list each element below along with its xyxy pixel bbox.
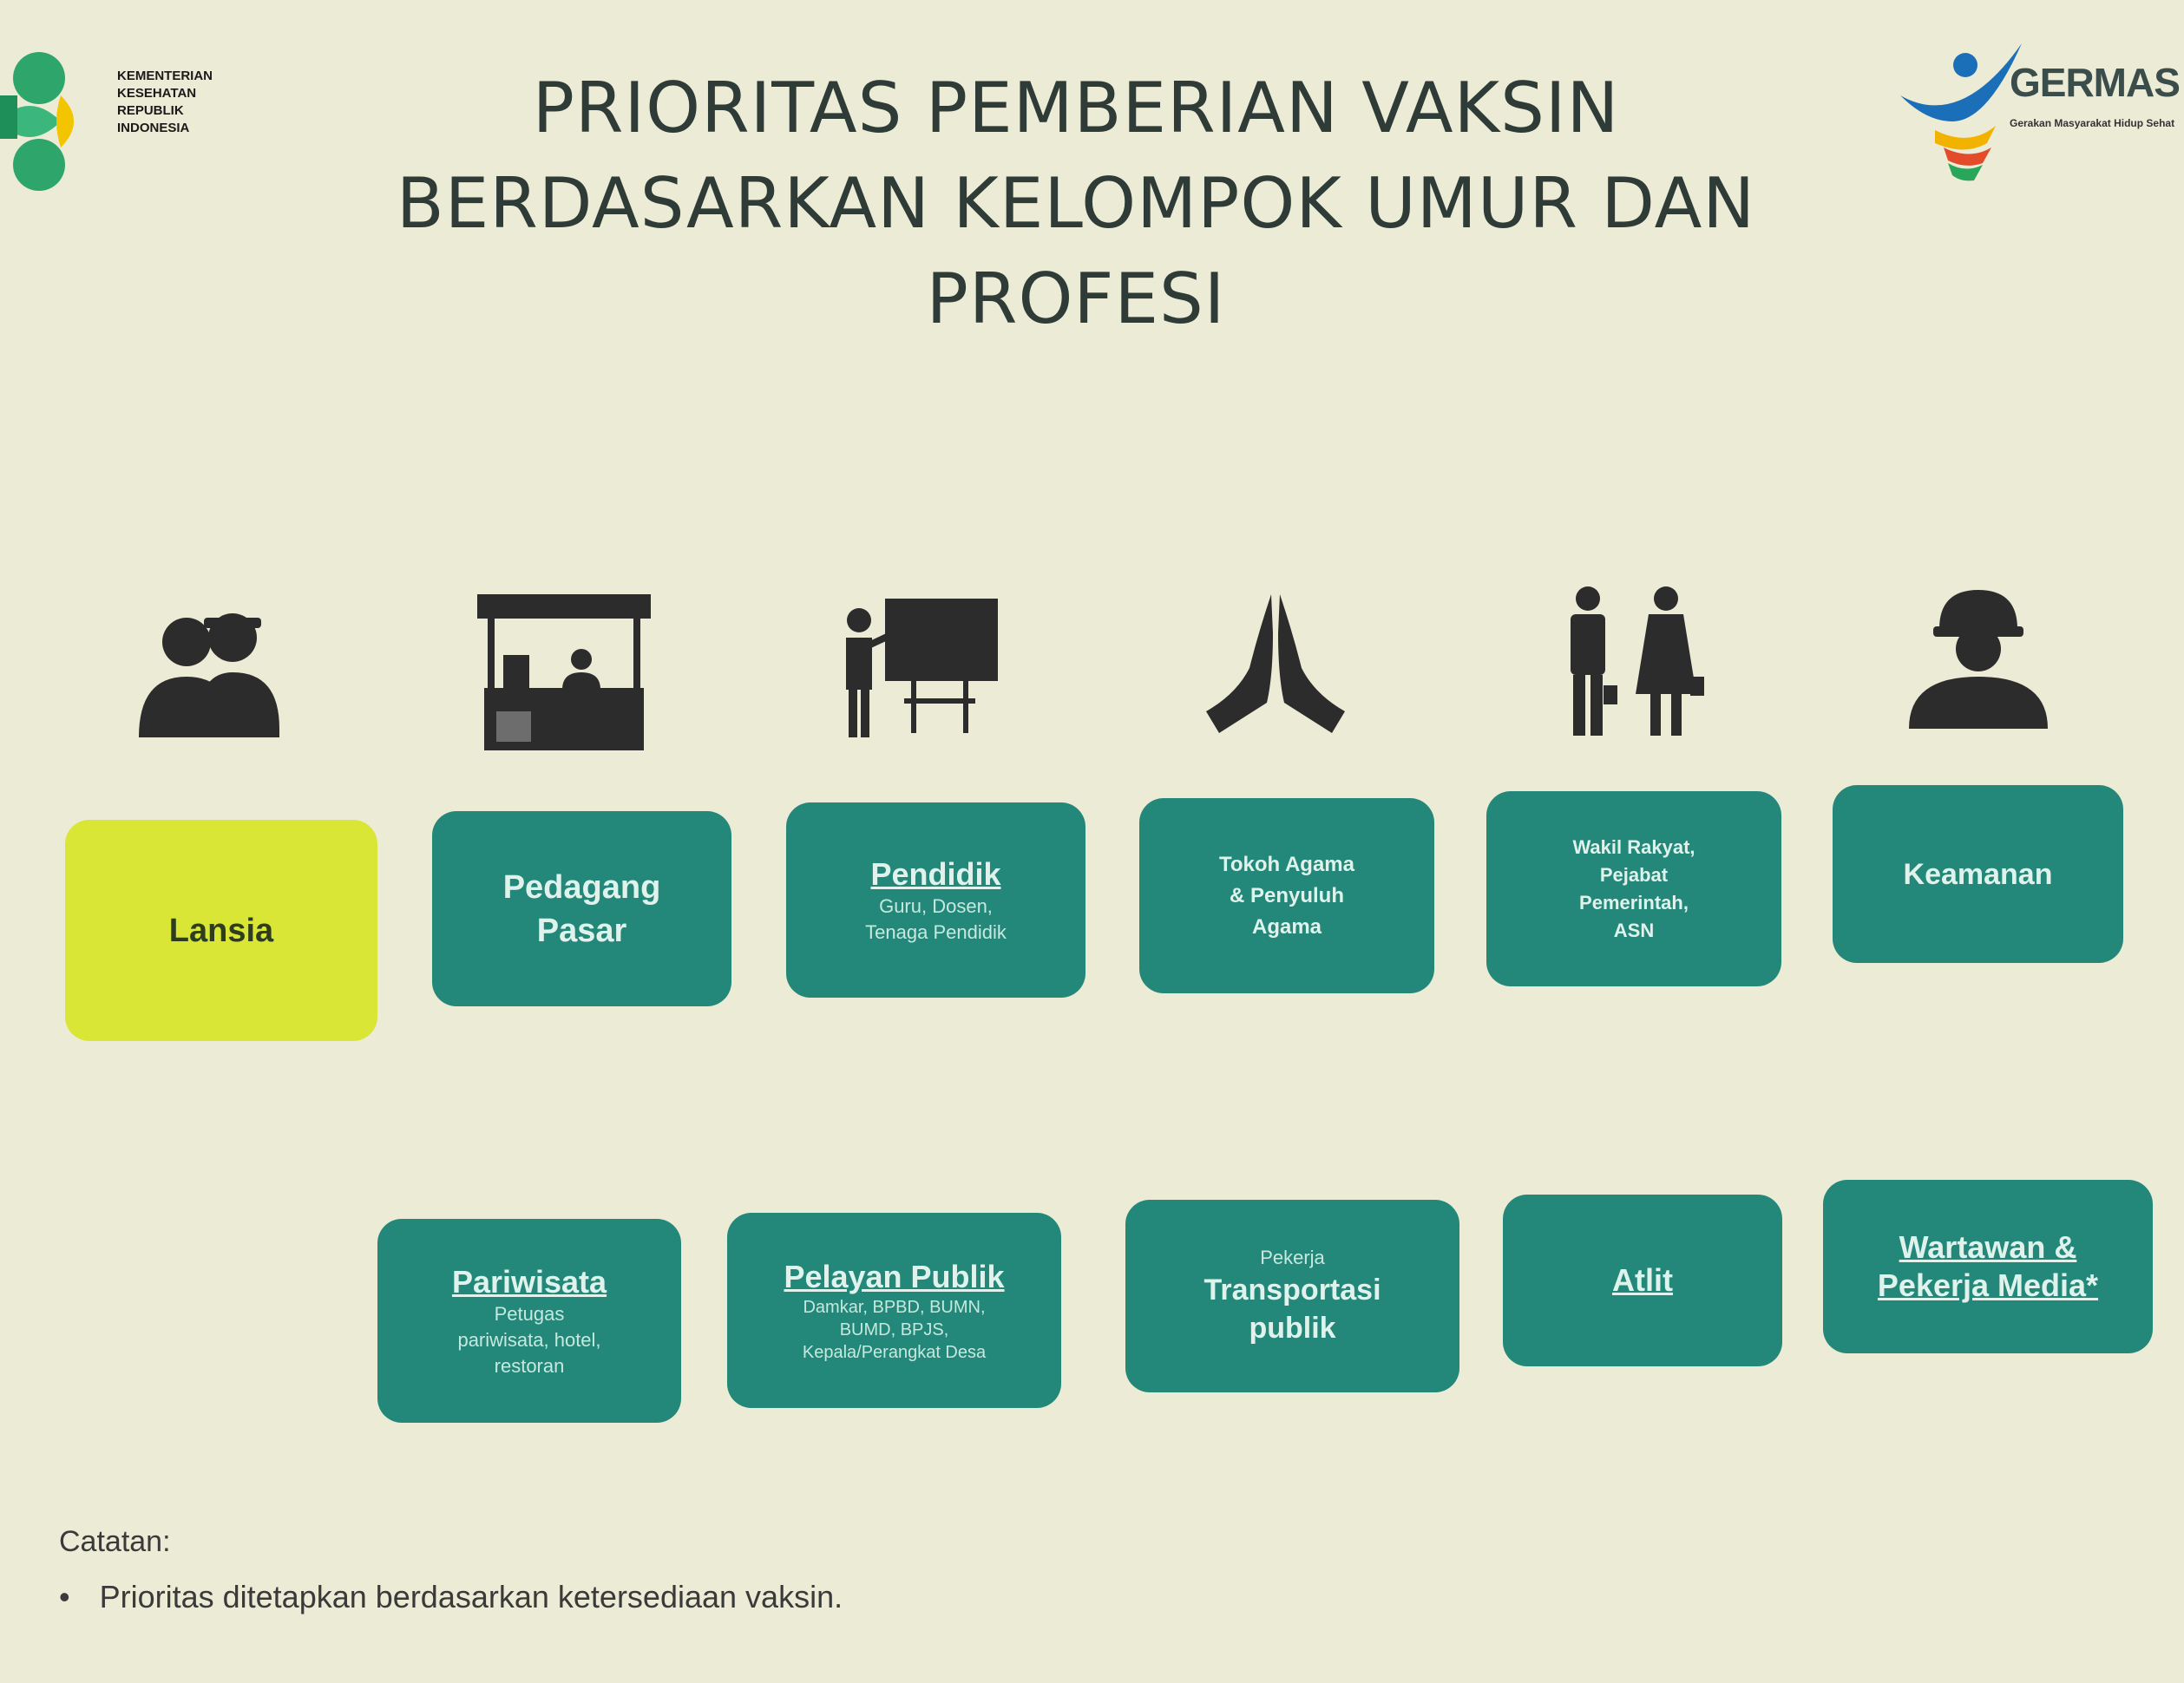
elderly-couple-icon bbox=[121, 599, 295, 772]
group-box-keamanan bbox=[1833, 785, 2123, 963]
group-label: Transportasi bbox=[1203, 1274, 1381, 1306]
group-label: publik bbox=[1249, 1312, 1336, 1345]
group-detail: Guru, Dosen, bbox=[879, 894, 993, 917]
germas-subtitle: Gerakan Masyarakat Hidup Sehat bbox=[2010, 117, 2175, 129]
kemenkes-text: KEMENTERIAN KESEHATAN REPUBLIK INDONESIA bbox=[117, 69, 213, 135]
title-line-3: PROFESI bbox=[926, 259, 1226, 339]
group-label: Keamanan bbox=[1903, 857, 2053, 891]
group-box-pedagang-pasar bbox=[432, 811, 731, 1006]
notes-item-text: Prioritas ditetapkan berdasarkan ketersediaan vaksin. bbox=[99, 1579, 843, 1614]
title-line-1: PRIORITAS PEMBERIAN VAKSIN bbox=[532, 68, 1620, 148]
notes-item bbox=[59, 1579, 843, 1615]
group-label: Tokoh Agama bbox=[1218, 852, 1354, 876]
group-detail: Tenaga Pendidik bbox=[865, 920, 1007, 943]
group-box-pariwisata bbox=[377, 1219, 681, 1423]
teacher-board-icon bbox=[833, 590, 1007, 763]
group-box-lansia bbox=[65, 820, 377, 1041]
group-detail: Damkar, BPBD, BUMN, bbox=[803, 1297, 986, 1317]
group-label: Pasar bbox=[536, 912, 627, 949]
group-label: Lansia bbox=[168, 912, 274, 949]
officials-icon bbox=[1545, 581, 1718, 755]
praying-hands-icon bbox=[1189, 581, 1362, 755]
group-heading: Pendidik bbox=[870, 855, 1001, 892]
group-heading: Pelayan Publik bbox=[784, 1258, 1005, 1294]
group-box-wartawan bbox=[1823, 1180, 2153, 1353]
group-box-atlit bbox=[1503, 1195, 1782, 1366]
group-heading: Pekerja Media* bbox=[1877, 1267, 2099, 1303]
group-detail: Pekerja bbox=[1260, 1247, 1325, 1268]
group-box-pekerja-transportasi bbox=[1125, 1200, 1459, 1392]
title-line-2: BERDASARKAN KELOMPOK UMUR DAN bbox=[396, 163, 1756, 244]
page-title bbox=[330, 61, 1822, 347]
group-detail: BUMD, BPJS, bbox=[839, 1320, 949, 1339]
group-heading: Wartawan & bbox=[1899, 1229, 2077, 1265]
group-detail: Kepala/Perangkat Desa bbox=[802, 1342, 987, 1362]
notes-label: Catatan: bbox=[59, 1525, 171, 1558]
group-box-wakil-rakyat bbox=[1486, 791, 1781, 986]
group-box-tokoh-agama bbox=[1139, 798, 1434, 993]
group-label: Pejabat bbox=[1599, 863, 1669, 886]
germas-wordmark: GERMAS bbox=[2010, 60, 2180, 105]
market-stall-icon bbox=[477, 590, 651, 763]
group-label: & Penyuluh bbox=[1229, 883, 1344, 907]
group-detail: Petugas bbox=[494, 1302, 565, 1325]
group-label: ASN bbox=[1613, 919, 1655, 941]
group-label: Agama bbox=[1251, 914, 1322, 939]
group-detail: restoran bbox=[494, 1354, 565, 1377]
bullet-icon: • bbox=[59, 1579, 70, 1614]
group-heading: Pariwisata bbox=[451, 1263, 607, 1300]
group-box-pelayan-publik bbox=[727, 1213, 1061, 1408]
group-label: Pedagang bbox=[502, 868, 661, 906]
soldier-icon bbox=[1892, 581, 2065, 755]
group-label: Pemerintah, bbox=[1579, 891, 1689, 914]
group-box-pendidik bbox=[786, 802, 1085, 998]
group-detail: pariwisata, hotel, bbox=[457, 1328, 601, 1351]
group-heading: Atlit bbox=[1612, 1262, 1673, 1298]
group-label: Wakil Rakyat, bbox=[1572, 835, 1695, 858]
